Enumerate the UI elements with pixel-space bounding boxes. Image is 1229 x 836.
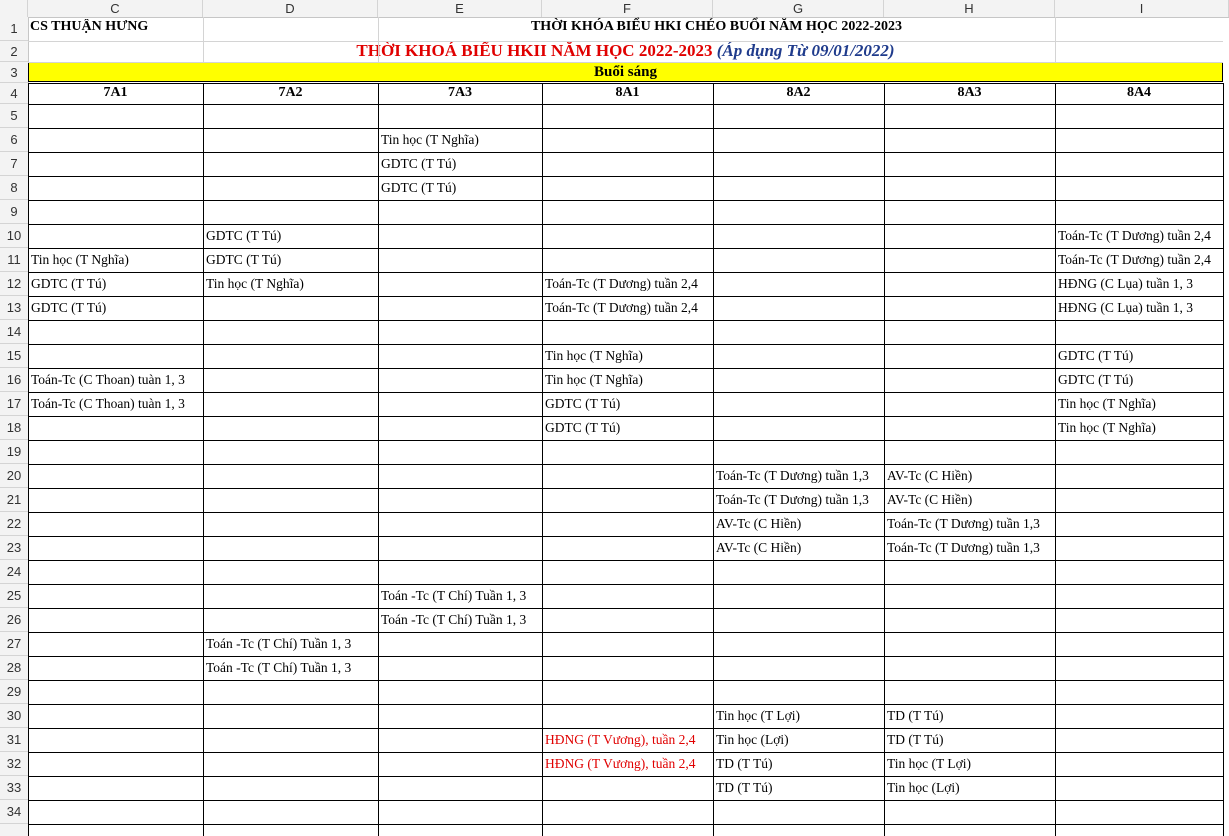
column-header-i[interactable]: I bbox=[1055, 0, 1229, 17]
schedule-cell[interactable]: Toán-Tc (T Dương) tuần 1,3 bbox=[887, 516, 1040, 531]
school-name[interactable]: CS THUẬN HƯNG bbox=[30, 19, 149, 34]
schedule-cell[interactable]: Tin học (T Nghĩa) bbox=[1058, 396, 1156, 411]
schedule-cell[interactable]: Tin học (T Nghĩa) bbox=[31, 252, 129, 267]
class-header-7a1[interactable]: 7A1 bbox=[103, 85, 128, 100]
row-header-18[interactable]: 18 bbox=[0, 416, 28, 440]
schedule-cell[interactable]: TD (T Tú) bbox=[716, 756, 773, 771]
schedule-cell[interactable]: TD (T Tú) bbox=[887, 708, 944, 723]
row-header-21[interactable]: 21 bbox=[0, 488, 28, 512]
schedule-cell[interactable]: Tin học (T Nghĩa) bbox=[381, 132, 479, 147]
row-header-26[interactable]: 26 bbox=[0, 608, 28, 632]
schedule-cell[interactable]: Toán-Tc (T Dương) tuần 2,4 bbox=[545, 300, 698, 315]
column-header-g[interactable]: G bbox=[713, 0, 884, 17]
schedule-cell[interactable]: Tin học (Lợi) bbox=[887, 780, 960, 795]
row-header-16[interactable]: 16 bbox=[0, 368, 28, 392]
schedule-cell[interactable]: AV-Tc (C Hiền) bbox=[887, 492, 973, 507]
row-header-15[interactable]: 15 bbox=[0, 344, 28, 368]
schedule-cell[interactable]: Tin học (T Nghĩa) bbox=[545, 348, 643, 363]
row-header-10[interactable]: 10 bbox=[0, 224, 28, 248]
row-header-29[interactable]: 29 bbox=[0, 680, 28, 704]
schedule-cell[interactable]: Toán-Tc (T Dương) tuần 1,3 bbox=[716, 492, 869, 507]
schedule-cell[interactable]: GDTC (T Tú) bbox=[381, 156, 457, 171]
row-header-4[interactable]: 4 bbox=[0, 83, 28, 104]
schedule-cell[interactable]: AV-Tc (C Hiền) bbox=[716, 540, 802, 555]
row-header-23[interactable]: 23 bbox=[0, 536, 28, 560]
row-header-11[interactable]: 11 bbox=[0, 248, 28, 272]
gridline bbox=[203, 17, 204, 62]
row-header-7[interactable]: 7 bbox=[0, 152, 28, 176]
row-header-9[interactable]: 9 bbox=[0, 200, 28, 224]
schedule-cell[interactable]: TD (T Tú) bbox=[716, 780, 773, 795]
row-header-34[interactable]: 34 bbox=[0, 800, 28, 824]
column-header-d[interactable]: D bbox=[203, 0, 378, 17]
row-header-20[interactable]: 20 bbox=[0, 464, 28, 488]
row-header-5[interactable]: 5 bbox=[0, 104, 28, 128]
schedule-cell[interactable]: Tin học (T Nghĩa) bbox=[545, 372, 643, 387]
schedule-cell[interactable]: GDTC (T Tú) bbox=[381, 180, 457, 195]
cell-border bbox=[28, 560, 1223, 561]
schedule-cell[interactable]: Toán -Tc (T Chí) Tuần 1, 3 bbox=[206, 660, 352, 675]
schedule-cell[interactable]: GDTC (T Tú) bbox=[545, 396, 621, 411]
schedule-cell[interactable]: HĐNG (C Lụa) tuần 1, 3 bbox=[1058, 276, 1193, 291]
cell-border bbox=[28, 200, 1223, 201]
schedule-cell[interactable]: GDTC (T Tú) bbox=[206, 252, 282, 267]
gridline bbox=[28, 62, 1223, 63]
row-header-13[interactable]: 13 bbox=[0, 296, 28, 320]
row-header-19[interactable]: 19 bbox=[0, 440, 28, 464]
row-header-17[interactable]: 17 bbox=[0, 392, 28, 416]
row-header-24[interactable]: 24 bbox=[0, 560, 28, 584]
column-header-h[interactable]: H bbox=[884, 0, 1055, 17]
row-header-25[interactable]: 25 bbox=[0, 584, 28, 608]
schedule-cell[interactable]: Toán-Tc (T Dương) tuần 2,4 bbox=[1058, 228, 1211, 243]
cell-border bbox=[28, 320, 1223, 321]
title-line-2[interactable] bbox=[28, 41, 1223, 61]
schedule-cell[interactable]: Tin học (T Lợi) bbox=[716, 708, 801, 723]
class-header-7a3[interactable]: 7A3 bbox=[447, 85, 473, 100]
class-header-7a2[interactable]: 7A2 bbox=[278, 85, 303, 100]
row-header-12[interactable]: 12 bbox=[0, 272, 28, 296]
cell-border bbox=[28, 128, 1223, 129]
row-header-3[interactable]: 3 bbox=[0, 62, 28, 83]
schedule-cell[interactable]: HĐNG (C Lụa) tuần 1, 3 bbox=[1058, 300, 1193, 315]
schedule-cell[interactable]: GDTC (T Tú) bbox=[31, 300, 107, 315]
session-banner[interactable]: Buổi sáng bbox=[28, 62, 1223, 82]
schedule-cell[interactable]: GDTC (T Tú) bbox=[31, 276, 107, 291]
cell-border bbox=[28, 680, 1223, 681]
schedule-cell[interactable]: AV-Tc (C Hiền) bbox=[716, 516, 802, 531]
schedule-cell[interactable]: AV-Tc (C Hiền) bbox=[887, 468, 973, 483]
row-header-32[interactable]: 32 bbox=[0, 752, 28, 776]
schedule-cell[interactable]: Toán -Tc (T Chí) Tuần 1, 3 bbox=[381, 612, 527, 627]
cell-border bbox=[28, 824, 1223, 825]
schedule-cell[interactable]: GDTC (T Tú) bbox=[206, 228, 282, 243]
gridline bbox=[1055, 17, 1056, 62]
row-header-33[interactable]: 33 bbox=[0, 776, 28, 800]
gridline bbox=[378, 17, 379, 62]
cell-border bbox=[28, 83, 1223, 84]
row-header-2[interactable]: 2 bbox=[0, 41, 28, 62]
schedule-cell[interactable]: Toán-Tc (T Dương) tuần 2,4 bbox=[545, 276, 698, 291]
cell-border bbox=[28, 440, 1223, 441]
row-header-6[interactable]: 6 bbox=[0, 128, 28, 152]
column-header-e[interactable]: E bbox=[378, 0, 542, 17]
schedule-cell[interactable]: HĐNG (T Vương), tuần 2,4 bbox=[545, 732, 696, 747]
schedule-cell[interactable]: Tin học (T Nghĩa) bbox=[1058, 420, 1156, 435]
schedule-cell[interactable]: Toán-Tc (C Thoan) tuàn 1, 3 bbox=[31, 396, 185, 411]
gridline bbox=[28, 41, 1223, 42]
schedule-cell[interactable]: TD (T Tú) bbox=[887, 732, 944, 747]
schedule-cell[interactable]: GDTC (T Tú) bbox=[1058, 372, 1134, 387]
cell-border bbox=[28, 152, 1223, 153]
cell-border bbox=[203, 83, 204, 836]
class-header-8a2[interactable]: 8A2 bbox=[786, 85, 811, 100]
schedule-cell[interactable]: Toán -Tc (T Chí) Tuần 1, 3 bbox=[206, 636, 352, 651]
schedule-cell[interactable]: Tin học (T Lợi) bbox=[887, 756, 972, 771]
class-header-8a3[interactable]: 8A3 bbox=[957, 85, 982, 100]
schedule-cell[interactable]: Toán -Tc (T Chí) Tuần 1, 3 bbox=[381, 588, 527, 603]
row-header-8[interactable]: 8 bbox=[0, 176, 28, 200]
cell-border bbox=[28, 176, 1223, 177]
cell-border bbox=[28, 800, 1223, 801]
class-header-8a4[interactable]: 8A4 bbox=[1126, 85, 1152, 100]
schedule-cell[interactable]: Toán-Tc (T Dương) tuần 1,3 bbox=[887, 540, 1040, 555]
schedule-cell[interactable]: Tin học (Lợi) bbox=[716, 732, 789, 747]
schedule-cell[interactable]: GDTC (T Tú) bbox=[545, 420, 621, 435]
row-header-30[interactable]: 30 bbox=[0, 704, 28, 728]
cell-border bbox=[28, 104, 1223, 105]
cell-border bbox=[1223, 83, 1224, 836]
column-header-c[interactable]: C bbox=[28, 0, 203, 17]
schedule-cell[interactable]: Toán-Tc (T Dương) tuần 1,3 bbox=[716, 468, 869, 483]
title-line-1[interactable]: THỜI KHÓA BIỂU HKI CHÉO BUỔI NĂM HỌC 2022-2023 bbox=[530, 19, 903, 34]
schedule-cell[interactable]: Toán-Tc (C Thoan) tuàn 1, 3 bbox=[31, 372, 185, 387]
schedule-cell[interactable]: HĐNG (T Vương), tuần 2,4 bbox=[545, 756, 696, 771]
row-header-27[interactable]: 27 bbox=[0, 632, 28, 656]
schedule-cell[interactable]: Toán-Tc (T Dương) tuần 2,4 bbox=[1058, 252, 1211, 267]
row-header-31[interactable]: 31 bbox=[0, 728, 28, 752]
column-header-f[interactable]: F bbox=[542, 0, 713, 17]
cell-border bbox=[28, 83, 29, 836]
cell-border bbox=[28, 608, 1223, 609]
class-header-8a1[interactable]: 8A1 bbox=[615, 85, 640, 100]
row-header-1[interactable]: 1 bbox=[0, 17, 28, 41]
schedule-cell[interactable]: Tin học (T Nghĩa) bbox=[206, 276, 304, 291]
row-header-14[interactable]: 14 bbox=[0, 320, 28, 344]
schedule-cell[interactable]: GDTC (T Tú) bbox=[1058, 348, 1134, 363]
row-header-28[interactable]: 28 bbox=[0, 656, 28, 680]
cell-border bbox=[28, 584, 1223, 585]
title-line-2-note: (Áp dụng Từ 09/01/2022) bbox=[716, 41, 895, 60]
title-line-2-main: THỜI KHOÁ BIỂU HKII NĂM HỌC 2022-2023 bbox=[356, 41, 713, 60]
row-header-22[interactable]: 22 bbox=[0, 512, 28, 536]
